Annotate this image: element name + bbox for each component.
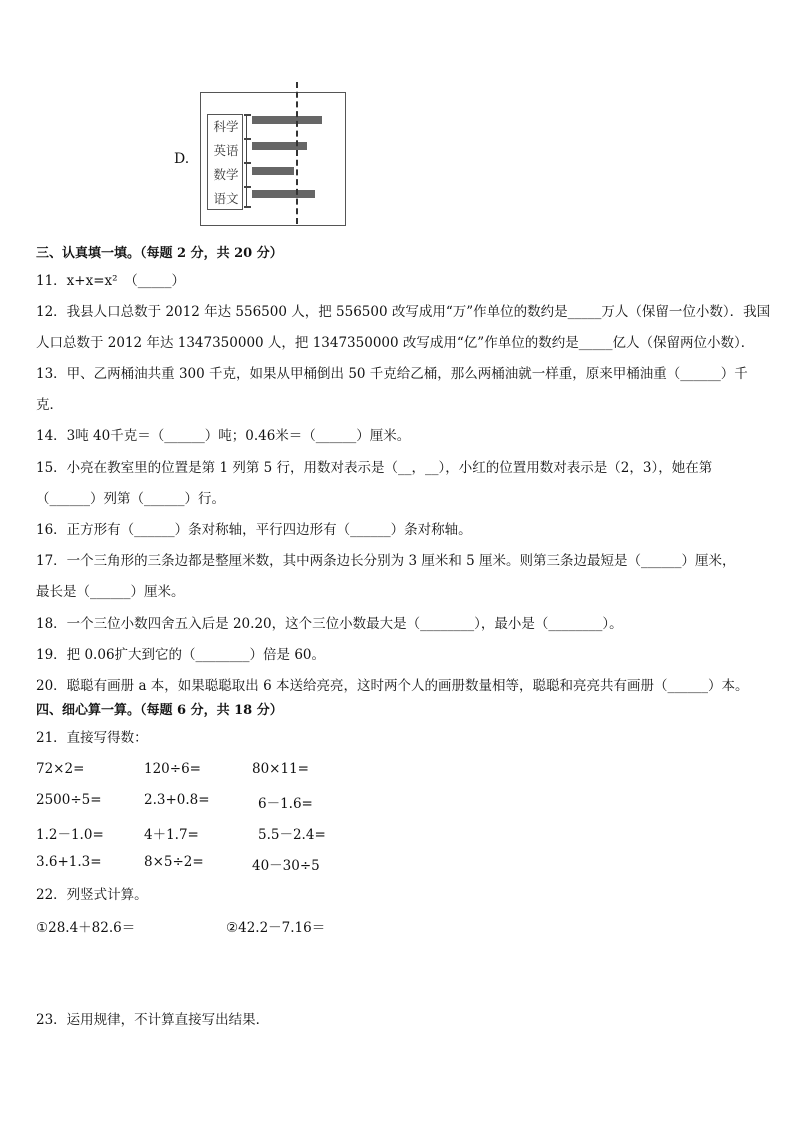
question-11: 11．x+x=x² （_____） — [36, 273, 186, 289]
axis-tick — [244, 162, 251, 164]
calc-item: 8×5÷2= — [144, 854, 204, 870]
dashed-average-line — [296, 82, 298, 224]
axis-tick — [244, 114, 251, 116]
chart-bar — [252, 190, 315, 198]
question-13-line2: 克． — [36, 397, 63, 413]
section4-heading: 四、细心算一算。（每题 6 分，共 18 分） — [36, 703, 283, 718]
question-18: 18．一个三位小数四舍五入后是 20.20，这个三位小数最大是（________），最小是（________）。 — [36, 616, 623, 632]
chart-bar — [252, 142, 307, 150]
calc-item: 4＋1.7= — [144, 827, 199, 843]
axis-tick — [244, 206, 251, 208]
question-12-line2: 人口总数于 2012 年达 1347350000 人，把 1347350000 改写成用“亿”作单位的数约是_____亿人（保留两位小数）． — [36, 335, 755, 351]
question-21: 21．直接写得数： — [36, 730, 148, 746]
calc-item: 2500÷5= — [36, 792, 102, 808]
question-23: 23．运用规律，不计算直接写出结果． — [36, 1012, 270, 1028]
calc-item: 80×11= — [252, 761, 309, 777]
axis-tick — [244, 138, 251, 140]
question-17-line1: 17．一个三角形的三条边都是整厘米数，其中两条边长分别为 3 厘米和 5 厘米。则第三条边最短是（______）厘米， — [36, 553, 736, 569]
section3-heading: 三、认真填一填。（每题 2 分，共 20 分） — [36, 246, 283, 261]
question-17-line2: 最长是（______）厘米。 — [36, 584, 185, 600]
axis-tick — [244, 186, 251, 188]
calc-item: 3.6+1.3= — [36, 854, 102, 870]
calc-item: 1.2－1.0= — [36, 827, 104, 843]
option-d-label: D. — [174, 151, 190, 167]
subject-label-box — [207, 114, 243, 210]
question-15-line1: 15．小亮在教室里的位置是第 1 列第 5 行，用数对表示是（__，__），小红的位置用数对表示是（2，3），她在第 — [36, 460, 713, 476]
calc-item: 72×2= — [36, 761, 85, 777]
question-22: 22．列竖式计算。 — [36, 887, 148, 903]
subject-label: 科学 — [213, 119, 239, 134]
question-19: 19．把 0.06扩大到它的（________）倍是 60。 — [36, 647, 325, 663]
calc-item: 2.3+0.8= — [144, 792, 210, 808]
question-20: 20．聪聪有画册 a 本，如果聪聪取出 6 本送给亮亮，这时两个人的画册数量相等，聪聪和亮亮共有画册（______）本。 — [36, 678, 749, 694]
question-14: 14．3吨 40千克＝（______）吨；0.46米＝（______）厘米。 — [36, 428, 411, 444]
chart-bar — [252, 116, 322, 124]
question-13-line1: 13．甲、乙两桶油共重 300 千克，如果从甲桶倒出 50 千克给乙桶，那么两桶油就一样重，原来甲桶油重（______）千 — [36, 366, 748, 382]
vertical-calc-a: ①28.4＋82.6＝ — [36, 920, 136, 936]
subject-label: 语文 — [213, 191, 239, 206]
chart-bar — [252, 167, 294, 175]
calc-item: 6－1.6= — [258, 796, 313, 812]
subject-label: 数学 — [213, 167, 239, 182]
calc-item: 5.5－2.4= — [258, 827, 326, 843]
vertical-calc-b: ②42.2－7.16＝ — [226, 920, 326, 936]
question-12-line1: 12．我县人口总数于 2012 年达 556500 人，把 556500 改写成用“万”作单位的数约是_____万人（保留一位小数）．我国 — [36, 304, 771, 320]
calc-item: 40－30÷5 — [252, 858, 320, 874]
subject-label: 英语 — [213, 143, 239, 158]
calc-item: 120÷6= — [144, 761, 201, 777]
question-15-line2: （______）列第（______）行。 — [36, 491, 225, 507]
question-16: 16．正方形有（______）条对称轴，平行四边形有（______）条对称轴。 — [36, 522, 472, 538]
